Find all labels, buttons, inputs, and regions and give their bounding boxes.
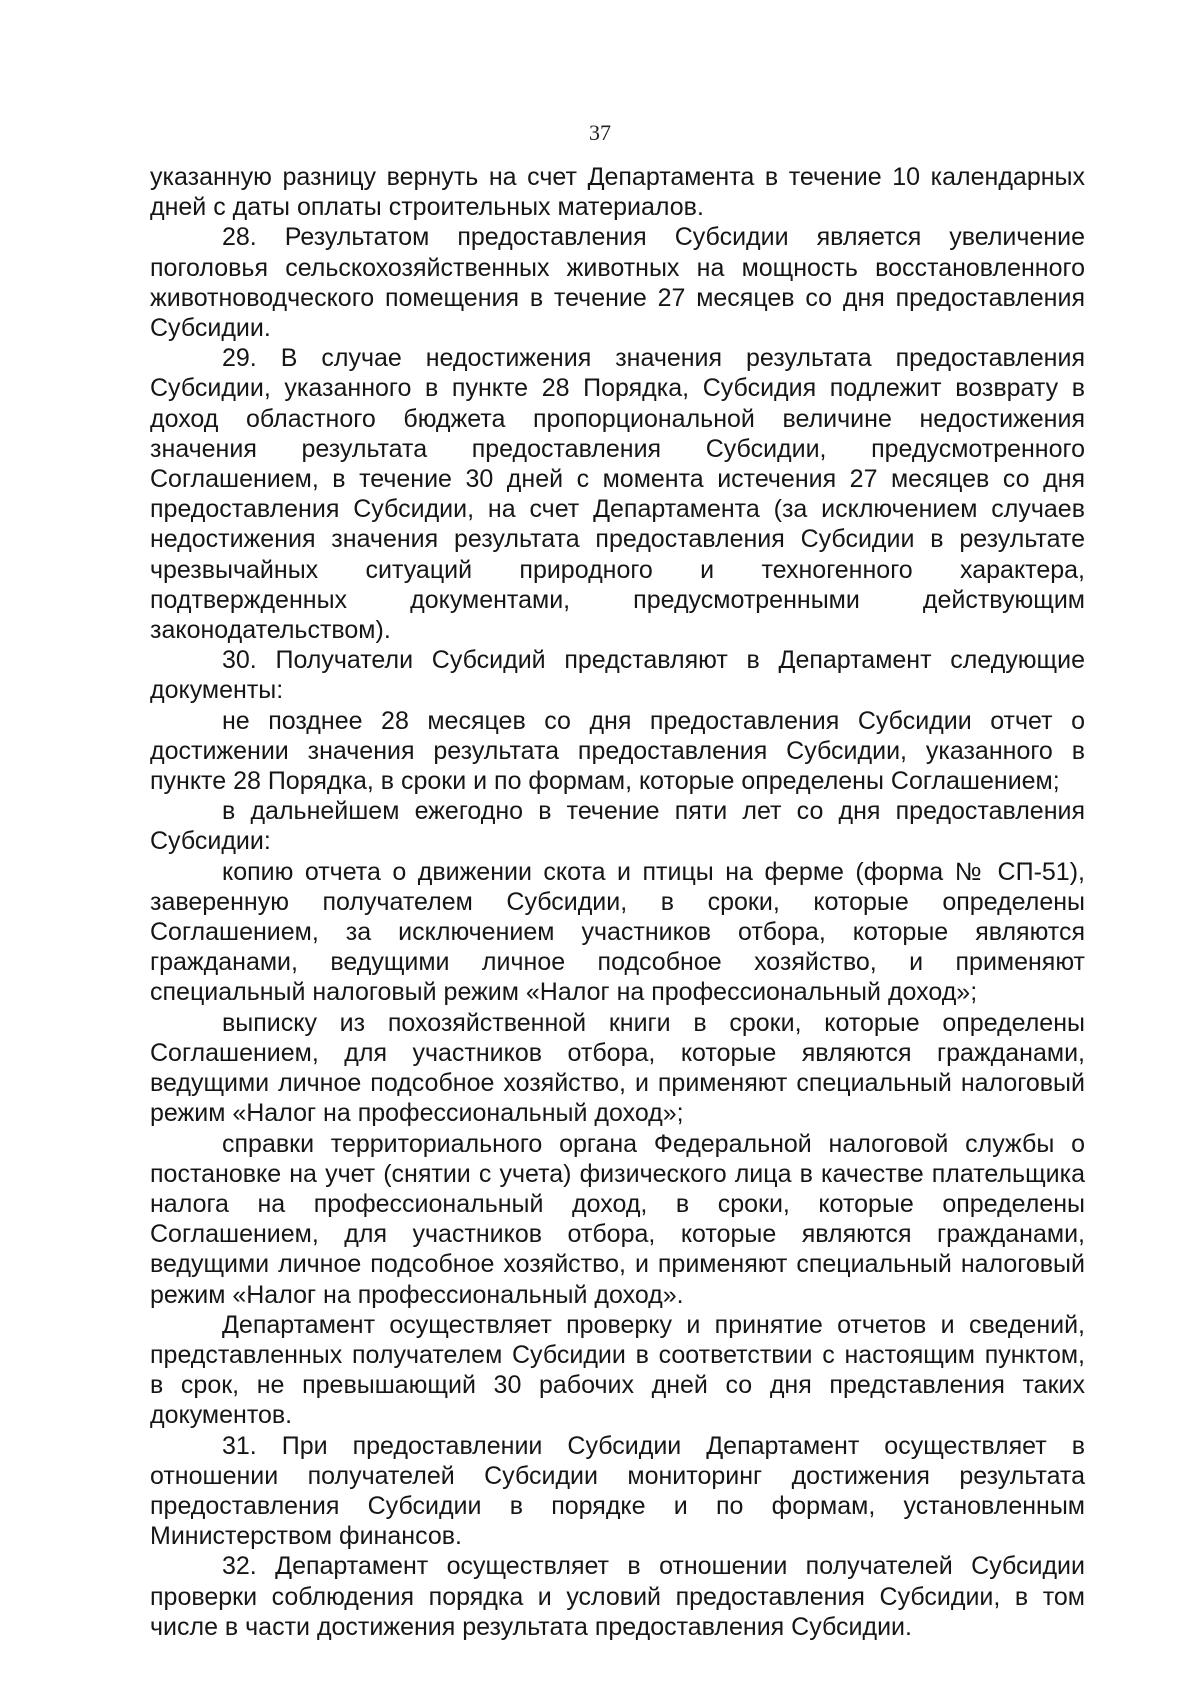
paragraph-livestock-report: копию отчета о движении скота и птицы на ферме (форма № СП-51), заверенную получателем Субсидии, в сроки, которые определены Соглашением, за исключением участников отбора, которые являются гражданами, ведущими личное подсобное хозяйство, и применяют специальный налоговый режим «Налог на профессиональный доход»; (150, 857, 1085, 1007)
paragraph-continuation: указанную разницу вернуть на счет Департамента в течение 10 календарных дней с даты оплаты строительных материалов. (150, 163, 1085, 222)
paragraph-item-29: 29. В случае недостижения значения результата предоставления Субсидии, указанного в пункте 28 Порядка, Субсидия подлежит возврату в доход областного бюджета пропорциональной величине недостижения значения результата предоставления Субсидии, предусмотренного Соглашением, в течение 30 дней с момента истечения 27 месяцев со дня предоставления Субсидии, на счет Департамента (за исключением случаев недостижения значения результата предоставления Субсидии в результате чрезвычайных ситуаций природного и техногенного характера, подтвержденных документами, предусмотренными действующим законодательством). (150, 344, 1085, 645)
paragraph-item-31: 31. При предоставлении Субсидии Департамент осуществляет в отношении получателей Субсидии мониторинг достижения результата предоставления Субсидии в порядке и по формам, установленным Министерством финансов. (150, 1431, 1085, 1551)
paragraph-household-extract: выписку из похозяйственной книги в сроки, которые определены Соглашением, для участников отбора, которые являются гражданами, ведущими личное подсобное хозяйство, и применяют специальный налоговый режим «Налог на профессиональный доход»; (150, 1008, 1085, 1128)
paragraph-annual-reporting: в дальнейшем ежегодно в течение пяти лет со дня предоставления Субсидии: (150, 797, 1085, 856)
document-body (150, 162, 1085, 1642)
page-number: 37 (589, 120, 611, 145)
paragraph-item-32: 32. Департамент осуществляет в отношении получателей Субсидии проверки соблюдения порядка и условий предоставления Субсидии, в том числе в части достижения результата предоставления Субсидии. (150, 1552, 1085, 1641)
paragraph-department-review: Департамент осуществляет проверку и принятие отчетов и сведений, представленных получателем Субсидии в соответствии с настоящим пунктом, в срок, не превышающий 30 рабочих дней со дня представления таких документов. (150, 1310, 1085, 1430)
paragraph-item-28: 28. Результатом предоставления Субсидии является увеличение поголовья сельскохозяйственных животных на мощность восстановленного животноводческого помещения в течение 27 месяцев со дня предоставления Субсидии. (150, 223, 1085, 343)
paragraph-report-deadline: не позднее 28 месяцев со дня предоставления Субсидии отчет о достижении значения результата предоставления Субсидии, указанного в пункте 28 Порядка, в сроки и по формам, которые определены Соглашением; (150, 706, 1085, 796)
paragraph-tax-certificate: справки территориального органа Федеральной налоговой службы о постановке на учет (снятии с учета) физического лица в качестве плательщика налога на профессиональный доход, в сроки, которые определены Соглашением, для участников отбора, которые являются гражданами, ведущими личное подсобное хозяйство, и применяют специальный налоговый режим «Налог на профессиональный доход». (150, 1129, 1085, 1309)
paragraph-item-30: 30. Получатели Субсидий представляют в Департамент следующие документы: (150, 646, 1085, 705)
